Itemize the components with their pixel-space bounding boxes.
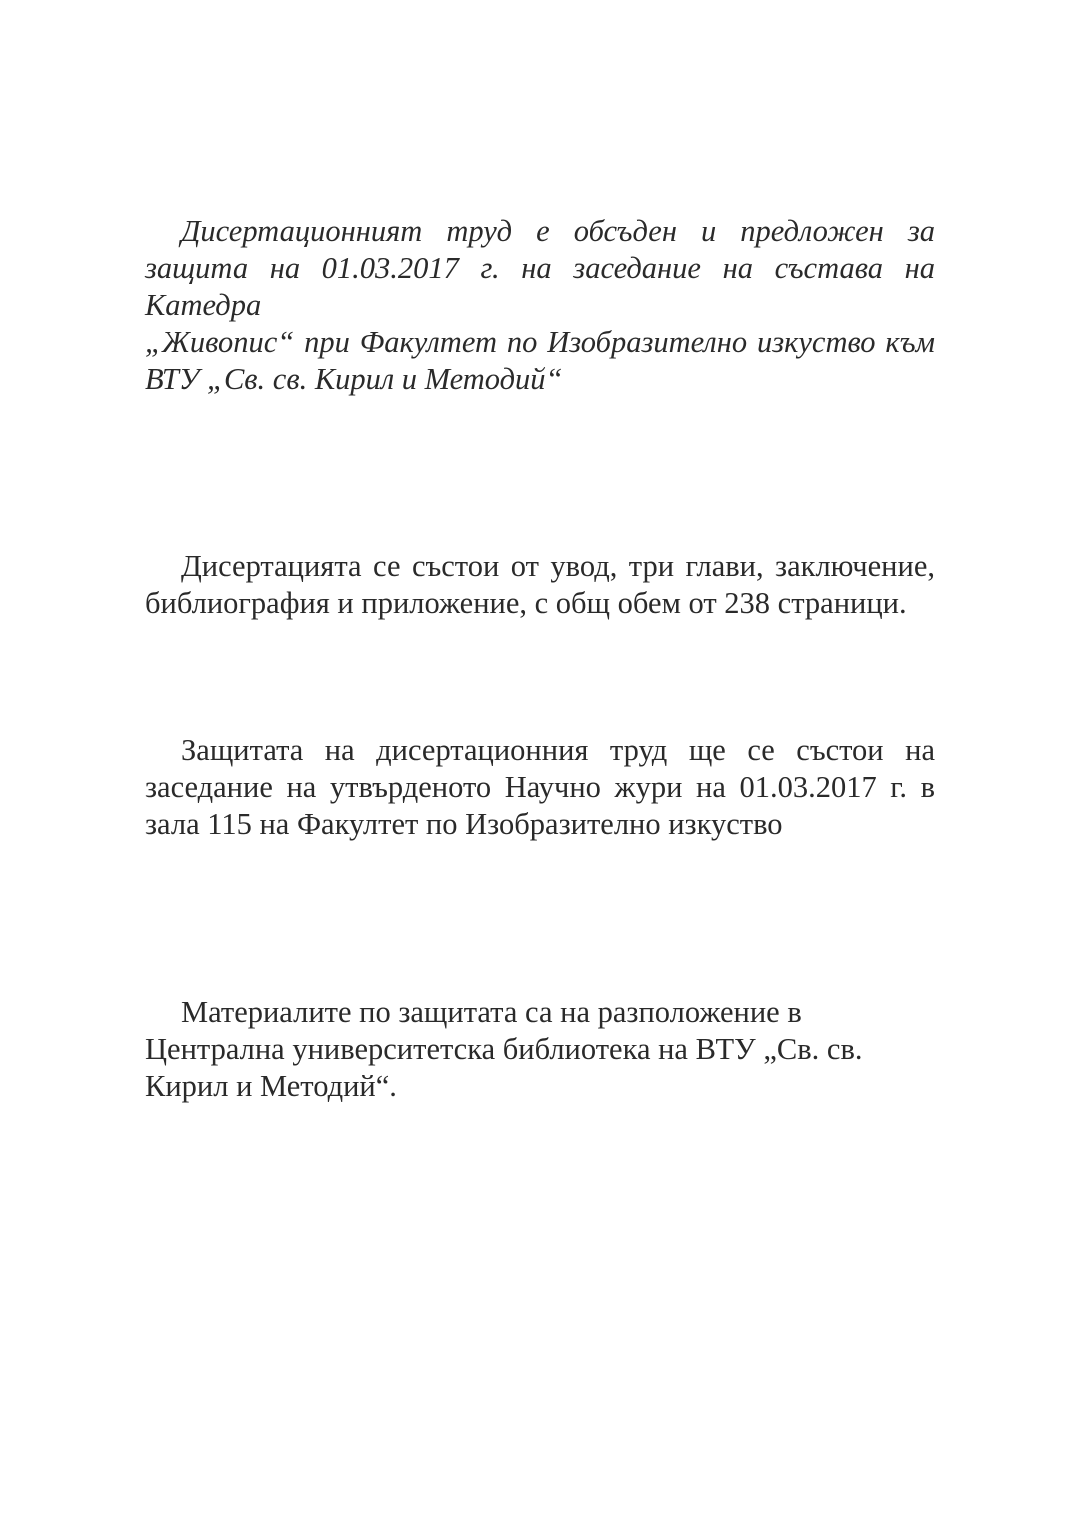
text-line: Централна университетска библиотека на ВТУ „Св. св. [145, 1032, 863, 1066]
text-line: ВТУ „Св. св. Кирил и Методий“ [145, 362, 563, 396]
paragraph-dissertation-structure [145, 548, 935, 622]
paragraph-defense-session [145, 732, 935, 843]
text-line: Кирил и Методий“. [145, 1069, 397, 1103]
text-line: библиография и приложение, с общ обем от 238 страници. [145, 586, 907, 620]
text-line: Дисертационният труд е обсъден и предложен за [181, 214, 935, 248]
paragraph-defense-approval [145, 213, 935, 398]
text-line: „Живопис“ при Факултет по Изобразително изкуство към [145, 325, 935, 359]
text-line: защита на 01.03.2017 г. на заседание на състава на Катедра [145, 251, 935, 322]
text-line: Материалите по защитата са на разположение в [181, 995, 802, 1029]
paragraph-materials-location [145, 994, 935, 1105]
text-line: зала 115 на Факултет по Изобразително изкуство [145, 807, 783, 841]
text-line: заседание на утвърденото Научно жури на 01.03.2017 г. в [145, 770, 935, 804]
text-line: Защитата на дисертационния труд ще се състои на [181, 733, 935, 767]
text-line: Дисертацията се състои от увод, три глави, заключение, [181, 549, 935, 583]
